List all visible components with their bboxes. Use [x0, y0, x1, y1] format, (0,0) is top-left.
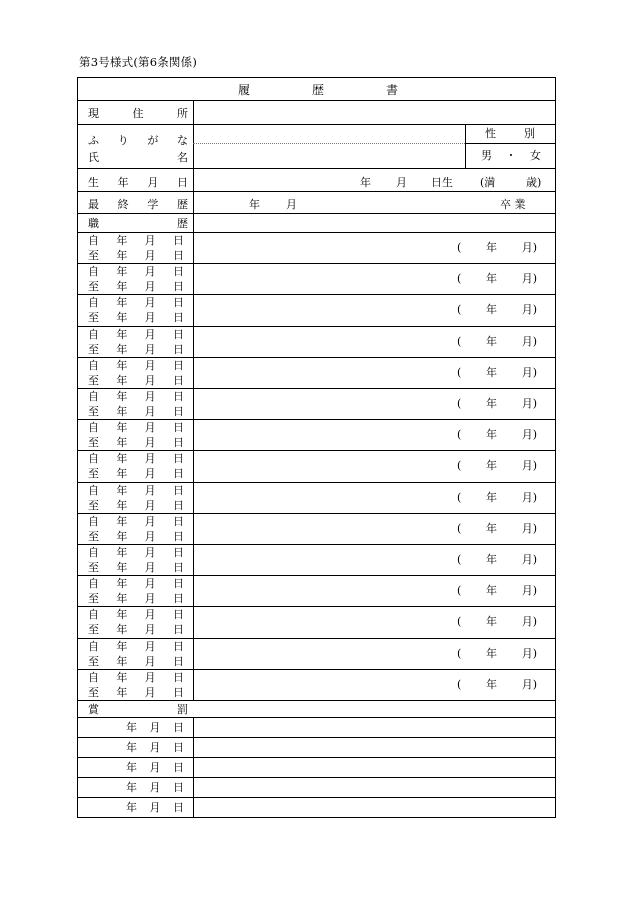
- career-duration: ( 年 月): [457, 646, 537, 660]
- career-duration: ( 年 月): [457, 459, 537, 473]
- career-to-date: 至 年 月 日: [88, 436, 184, 450]
- career-duration: ( 年 月): [457, 365, 537, 379]
- career-to-date: 至 年 月 日: [88, 373, 184, 387]
- career-row[interactable]: [78, 263, 555, 294]
- career-duration: ( 年 月): [457, 428, 537, 442]
- grid-line: [78, 124, 555, 125]
- career-to-date: 至 年 月 日: [88, 529, 184, 543]
- career-row[interactable]: [78, 513, 555, 544]
- birth-field[interactable]: [196, 170, 554, 190]
- awards-header: 賞 罰: [88, 703, 188, 716]
- career-to-date: 至 年 月 日: [88, 623, 184, 637]
- career-from-date: 自 年 月 日: [88, 358, 184, 372]
- award-date: 年 月 日: [126, 721, 184, 734]
- career-row[interactable]: [78, 419, 555, 450]
- career-header: 職 歴: [88, 217, 188, 230]
- age-close: 歳): [526, 176, 542, 189]
- career-row[interactable]: [78, 388, 555, 419]
- education-year-unit: 年: [249, 198, 260, 211]
- award-row[interactable]: [78, 777, 555, 797]
- career-duration: ( 年 月): [457, 490, 537, 504]
- gender-line: [465, 143, 555, 144]
- address-field[interactable]: [196, 102, 554, 124]
- career-from-date: 自 年 月 日: [88, 670, 184, 684]
- grid-line: [78, 168, 555, 169]
- career-from-date: 自 年 月 日: [88, 421, 184, 435]
- gender-options[interactable]: 男 ・ 女: [481, 149, 541, 162]
- career-to-date: 至 年 月 日: [88, 405, 184, 418]
- form-number-label: 第3号様式(第6条関係): [79, 55, 198, 69]
- career-to-date: 至 年 月 日: [88, 592, 184, 606]
- award-row[interactable]: [78, 797, 555, 817]
- career-duration: ( 年 月): [457, 553, 537, 566]
- career-row[interactable]: [78, 482, 555, 513]
- career-row[interactable]: [78, 232, 555, 263]
- career-to-date: 至 年 月 日: [88, 280, 184, 294]
- career-from-date: 自 年 月 日: [88, 483, 184, 497]
- form-title: 履 歴 書: [238, 83, 398, 97]
- career-row[interactable]: [78, 669, 555, 700]
- career-to-date: 至 年 月 日: [88, 561, 184, 574]
- resume-form: [77, 77, 556, 818]
- education-month-unit: 月: [286, 198, 297, 211]
- birth-label: 生 年 月 日: [88, 176, 188, 189]
- award-row[interactable]: [78, 717, 555, 737]
- furigana-label: ふ り が な: [88, 134, 188, 147]
- name-field[interactable]: [196, 146, 466, 166]
- career-duration: ( 年 月): [457, 334, 537, 348]
- education-label: 最 終 学 歴: [88, 198, 188, 211]
- career-row[interactable]: [78, 638, 555, 669]
- birth-year-unit: 年: [360, 176, 371, 189]
- career-from-date: 自 年 月 日: [88, 514, 184, 528]
- career-duration: ( 年 月): [457, 615, 537, 629]
- grid-line: [78, 100, 555, 101]
- birth-day-unit: 日生: [431, 176, 453, 189]
- career-to-date: 至 年 月 日: [88, 467, 184, 481]
- career-from-date: 自 年 月 日: [88, 546, 184, 559]
- career-from-date: 自 年 月 日: [88, 234, 184, 247]
- award-date: 年 月 日: [126, 781, 184, 794]
- furigana-field[interactable]: [196, 130, 466, 144]
- address-label: 現 住 所: [88, 107, 188, 120]
- birth-month-unit: 月: [396, 176, 407, 189]
- award-row[interactable]: [78, 757, 555, 777]
- career-from-date: 自 年 月 日: [88, 327, 184, 341]
- career-to-date: 至 年 月 日: [88, 249, 184, 262]
- award-row[interactable]: [78, 737, 555, 757]
- career-from-date: 自 年 月 日: [88, 577, 184, 591]
- career-duration: ( 年 月): [457, 521, 537, 535]
- career-to-date: 至 年 月 日: [88, 654, 184, 668]
- career-duration: ( 年 月): [457, 677, 537, 691]
- grid-line: [193, 100, 194, 232]
- career-from-date: 自 年 月 日: [88, 639, 184, 653]
- career-duration: ( 年 月): [457, 397, 537, 410]
- career-from-date: 自 年 月 日: [88, 608, 184, 622]
- career-to-date: 至 年 月 日: [88, 311, 184, 325]
- grid-line: [78, 700, 555, 701]
- career-row[interactable]: [78, 294, 555, 325]
- career-duration: ( 年 月): [457, 584, 537, 598]
- career-to-date: 至 年 月 日: [88, 685, 184, 699]
- career-row[interactable]: [78, 606, 555, 637]
- career-duration: ( 年 月): [457, 272, 537, 286]
- education-field[interactable]: [196, 192, 554, 212]
- career-duration: ( 年 月): [457, 241, 537, 254]
- award-date: 年 月 日: [126, 801, 184, 814]
- career-from-date: 自 年 月 日: [88, 390, 184, 403]
- career-row[interactable]: [78, 450, 555, 481]
- career-row[interactable]: [78, 326, 555, 357]
- career-row[interactable]: [78, 544, 555, 575]
- career-row[interactable]: [78, 357, 555, 388]
- award-date: 年 月 日: [126, 761, 184, 774]
- career-from-date: 自 年 月 日: [88, 265, 184, 279]
- career-duration: ( 年 月): [457, 303, 537, 317]
- career-from-date: 自 年 月 日: [88, 296, 184, 310]
- career-to-date: 至 年 月 日: [88, 498, 184, 512]
- career-to-date: 至 年 月 日: [88, 342, 184, 356]
- education-graduate: 卒 業: [500, 198, 526, 211]
- gender-label: 性 別: [485, 127, 535, 140]
- award-date: 年 月 日: [126, 741, 184, 754]
- grid-line: [78, 213, 555, 214]
- career-row[interactable]: [78, 575, 555, 606]
- career-from-date: 自 年 月 日: [88, 452, 184, 466]
- name-label: 氏 名: [88, 151, 188, 164]
- age-open: (満: [480, 176, 496, 189]
